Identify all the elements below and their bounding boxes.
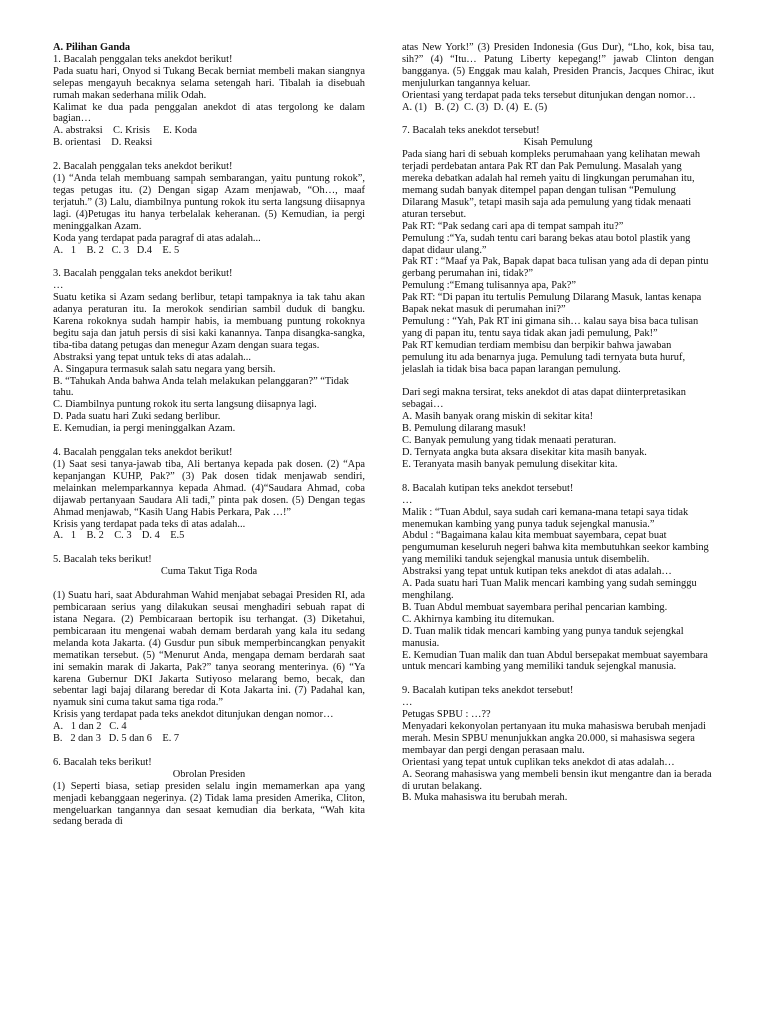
narration-line: Pak RT kemudian terdiam membisu dan berpikir bahwa jawaban pemulung itu ada benarnya juga. Pemulung tadi ternyata buta huruf, jelaslah ia tidak bisa baca papan larangan pemulung. xyxy=(402,339,686,375)
answer-option-e: E. Kemudian, ia pergi meninggalkan Azam. xyxy=(53,423,236,435)
passage-title: Obrolan Presiden xyxy=(172,768,246,780)
answer-options-row: B. 2 dan 3 D. 5 dan 6 E. 7 xyxy=(53,733,180,745)
question-prompt: 5. Bacalah teks berikut! xyxy=(53,554,152,566)
answer-options: A. 1 B. 2 C. 3 D. 4 E.5 xyxy=(53,530,185,542)
answer-option-c: C. Banyak pemulung yang tidak menaati peraturan. xyxy=(402,435,617,447)
question-prompt: 8. Bacalah kutipan teks anekdot tersebut! xyxy=(402,482,574,494)
question-text: Suatu ketika si Azam sedang berlibur, tetapi tampaknya ia tak tahu akan adanya peraturan itu. Ia merokok sendirian sambil duduk di bangku. Karena rokoknya sudah hampir habis, ia membuang puntung rokoknya begitu saja dan jatuh persis di sisi kaki kanannya. Tanpa disangka-sangka, tiba-tiba datang petugas dan menegur Azam dengan suara tegas. xyxy=(53,292,365,351)
question-2 xyxy=(53,161,365,256)
question-9 xyxy=(402,685,714,804)
answer-option-b: B. “Tahukah Anda bahwa Anda telah melakukan pelanggaran?” “Tidak tahu. xyxy=(53,375,349,399)
question-text: Menyadari kekonyolan pertanyaan itu muka mahasiswa berubah menjadi merah. Mesin SPBU menunjukkan angka 20.000, si mahasiswa segera membayar dan pergi dengan perasaan malu. xyxy=(402,721,706,756)
question-prompt: 2. Bacalah penggalan teks anekdot berikut! xyxy=(53,161,233,173)
question-stem: Abstraksi yang tepat untuk teks di atas adalah... xyxy=(53,351,251,363)
dialogue-line: Petugas SPBU : …?? xyxy=(402,709,491,721)
question-5 xyxy=(53,554,365,745)
question-stem: Krisis yang terdapat pada teks anekdot ditunjukan dengan nomor… xyxy=(53,709,334,721)
answer-option-d: D. Tuan malik tidak mencari kambing yang punya tanduk sejengkal manusia. xyxy=(402,625,684,649)
question-prompt: 1. Bacalah penggalan teks anekdot berikut! xyxy=(53,53,233,65)
question-7 xyxy=(402,125,714,470)
dialogue-line: Malik : “Tuan Abdul, saya sudah cari kemana-mana tetapi saya tidak menemukan kambing yang punya taduk sejengkal manusia.” xyxy=(402,506,689,530)
dialogue-line: Pak RT: “Di papan itu tertulis Pemulung Dilarang Masuk, lantas kenapa Bapak nekat masuk di perumahan ini?” xyxy=(402,292,702,316)
dialogue-line: Pemulung :“Ya, sudah tentu cari barang bekas atau botol plastik yang dapat didaur ulang.” xyxy=(402,232,691,256)
dialogue-line: Abdul : “Bagaimana kalau kita membuat sayembara, cepat buat pengumuman keseluruh negeri bahwa kita membutuhkan seekor kambing yang memiliki tanduk sejengkal manusia untuk disembelih. xyxy=(402,530,709,566)
question-stem: Orientasi yang terdapat pada teks tersebut ditunjukan dengan nomor… xyxy=(402,89,696,101)
ellipsis: … xyxy=(402,697,413,709)
question-stem: Krisis yang terdapat pada teks di atas adalah... xyxy=(53,518,246,530)
answer-option-a: A. Pada suatu hari Tuan Malik mencari kambing yang sudah seminggu menghilang. xyxy=(402,578,697,601)
answer-option-a: A. Masih banyak orang miskin di sekitar kita! xyxy=(402,411,594,423)
question-text: (1) Suatu hari, saat Abdurahman Wahid menjabat sebagai Presiden RI, ada pembicaraan serius yang dilakukan seusai menghadiri sebuah rapat di istana Negara. (2) Pembicaraan bertopik isu terhangat. (3) Diketahui, pembicaraan itu mengenai wabah demam berdarah yang kala itu sedang melanda kota Jakarta. (4) Gusdur pun sibuk memperbincangkan penyakit mematikan tersebut. (5) “Menurut Anda, mengapa demam berdarah saat ini semakin marak di Jakarta, Pak?” tanya seorang menterinya. (6) “Ya karena Gubernur DKI Jakarta Sutiyoso melarang bemo, becak, dan sebentar lagi bajaj dilarang beredar di Kota Jakarta ini. (7) Padahal kan, nyamuk sini cuma takut sama tiga roda.” xyxy=(53,590,365,709)
question-6-continued xyxy=(402,42,714,113)
question-text: Pada siang hari di sebuah kompleks perumahaan yang kelihatan mewah terjadi perdebatan antara Pak RT dan Pak Pemulung. Masalah yang mereka debatkan adalah hal remeh yaitu di lingkungan perumahan itu, memang sudah banyak ditempel papan dengan tulisan “Pemulung Dilarang Masuk”, tetapi masih saja ada pemulung yang tidak menaati aturan tersebut. xyxy=(402,149,701,220)
answer-option-d: D. Ternyata angka buta aksara disekitar kita masih banyak. xyxy=(402,447,647,458)
answer-option-e: E. Kemudian Tuan malik dan tuan Abdul bersepakat membuat sayembara untuk mencari kambing yang memiliki tanduk sejengkal manusia. xyxy=(402,649,708,673)
answer-options-row: A. abstraksi C. Krisis E. Koda xyxy=(53,125,198,137)
question-stem: Kalimat ke dua pada penggalan anekdot di atas tergolong ke dalam bagian… xyxy=(53,101,365,125)
ellipsis: … xyxy=(53,280,64,292)
answer-option-b: B. Pemulung dilarang masuk! xyxy=(402,423,527,435)
question-3 xyxy=(53,268,365,435)
question-text: (1) Seperti biasa, setiap presiden selalu ingin memamerkan apa yang menjadi kebanggaan negerinya. (2) Tidak lama presiden Amerika, Cliton, mengeluarkan tangannya dan sesaat kemudian dia berkata, “Wah kita sedang berada di xyxy=(53,780,365,828)
question-prompt: 4. Bacalah penggalan teks anekdot berikut! xyxy=(53,447,233,459)
answer-option-b: B. Muka mahasiswa itu berubah merah. xyxy=(402,792,568,804)
question-stem: Koda yang terdapat pada paragraf di atas adalah... xyxy=(53,232,261,244)
left-column xyxy=(53,42,365,828)
question-text: atas New York!” (3) Presiden Indonesia (Gus Dur), “Lho, kok, bisa tau, sih?” (4) “Itu… Patung Liberty kepegang!” jawab Clinton dengan bangganya. (5) Enggak mau kalah, Presiden Prancis, Jacques Chirac, ikut menjulurkan tangannya keluar. xyxy=(402,42,714,89)
question-4 xyxy=(53,447,365,542)
question-prompt: 9. Bacalah kutipan teks anekdot tersebut! xyxy=(402,685,574,697)
question-stem: Dari segi makna tersirat, teks anekdot di atas dapat diinterpretasikan sebagai… xyxy=(402,387,686,411)
answer-option-a: A. Singapura termasuk salah satu negara yang bersih. xyxy=(53,363,276,375)
answer-options: A. 1 B. 2 C. 3 D.4 E. 5 xyxy=(53,244,180,256)
answer-option-d: D. Pada suatu hari Zuki sedang berlibur. xyxy=(53,411,221,423)
dialogue-line: Pak RT: “Pak sedang cari apa di tempat sampah itu?” xyxy=(402,220,624,232)
question-text: (1) “Anda telah membuang sampah sembarangan, yaitu puntung rokok”, tegas petugas itu. (2) Dengan sigap Azam menjawab, “Oh…, maaf terjatuh.” (3) Lalu, diambilnya puntung rokok itu serta langsung diisapnya lagi. (4)Petugas itu hanya terbelalak keheranan. (5) Kemudian, ia pergi meninggalkan Azam. xyxy=(53,173,365,232)
section-heading: A. Pilihan Ganda xyxy=(53,42,131,53)
answer-option-c: C. Diambilnya puntung rokok itu serta langsung diisapnya lagi. xyxy=(53,399,317,411)
passage-title: Cuma Takut Tiga Roda xyxy=(160,566,258,578)
ellipsis: … xyxy=(402,494,413,506)
question-6 xyxy=(53,757,365,828)
question-prompt: 3. Bacalah penggalan teks anekdot berikut! xyxy=(53,268,233,280)
question-1 xyxy=(53,54,365,149)
question-stem: Abstraksi yang tepat untuk kutipan teks anekdot di atas adalah… xyxy=(402,566,672,578)
question-text: (1) Saat sesi tanya-jawab tiba, Ali bertanya kepada pak dosen. (2) “Apa kepanjangan KUHP, Pak?” (3) Pak dosen tidak menjawab sendiri, melainkan melemparkannya kepada Ahmad. (4)“Saudara Ahmad, coba dijawab pertanyaan Saudara Ali tadi,” pinta pak dosen. (5) Dengan tegas Ahmad menjawab, “Kasih Uang Habis Perkara, Pak …!” xyxy=(53,459,365,518)
right-column xyxy=(402,42,714,804)
dialogue-line: Pak RT : “Maaf ya Pak, Bapak dapat baca tulisan yang ada di depan pintu gerbang perumahan ini, tidak?” xyxy=(402,256,709,280)
answer-options-row: B. orientasi D. Reaksi xyxy=(53,137,153,149)
dialogue-line: Pemulung :“Emang tulisannya apa, Pak?” xyxy=(402,280,576,292)
answer-options-row: A. 1 dan 2 C. 4 xyxy=(53,721,127,733)
dialogue-line: Pemulung : “Yah, Pak RT ini gimana sih… kalau saya bisa baca tulisan yang di papan itu, tentu saya tidak akan jadi pemulung, Pak!” xyxy=(402,315,699,339)
question-prompt: 6. Bacalah teks berikut! xyxy=(53,756,152,768)
answer-option-e: E. Teranyata masih banyak pemulung disekitar kita. xyxy=(402,458,618,470)
question-8 xyxy=(402,483,714,674)
answer-option-b: B. Tuan Abdul membuat sayembara perihal pencarian kambing. xyxy=(402,601,668,613)
answer-options: A. (1) B. (2) C. (3) D. (4) E. (5) xyxy=(402,101,548,113)
answer-option-a: A. Seorang mahasiswa yang membeli bensin ikut mengantre dan ia berada di urutan belakang. xyxy=(402,768,712,792)
question-text: Pada suatu hari, Onyod si Tukang Becak berniat membeli makan siangnya selepas mengayuh becaknya selama setengah hari. Tibalah ia disebuah rumah makan sederhana milik Odah. xyxy=(53,65,365,101)
question-stem: Orientasi yang tepat untuk cuplikan teks anekdot di atas adalah… xyxy=(402,756,675,768)
question-prompt: 7. Bacalah teks anekdot tersebut! xyxy=(402,125,540,137)
passage-title: Kisah Pemulung xyxy=(523,137,593,149)
answer-option-c: C. Akhirnya kambing itu ditemukan. xyxy=(402,613,555,625)
